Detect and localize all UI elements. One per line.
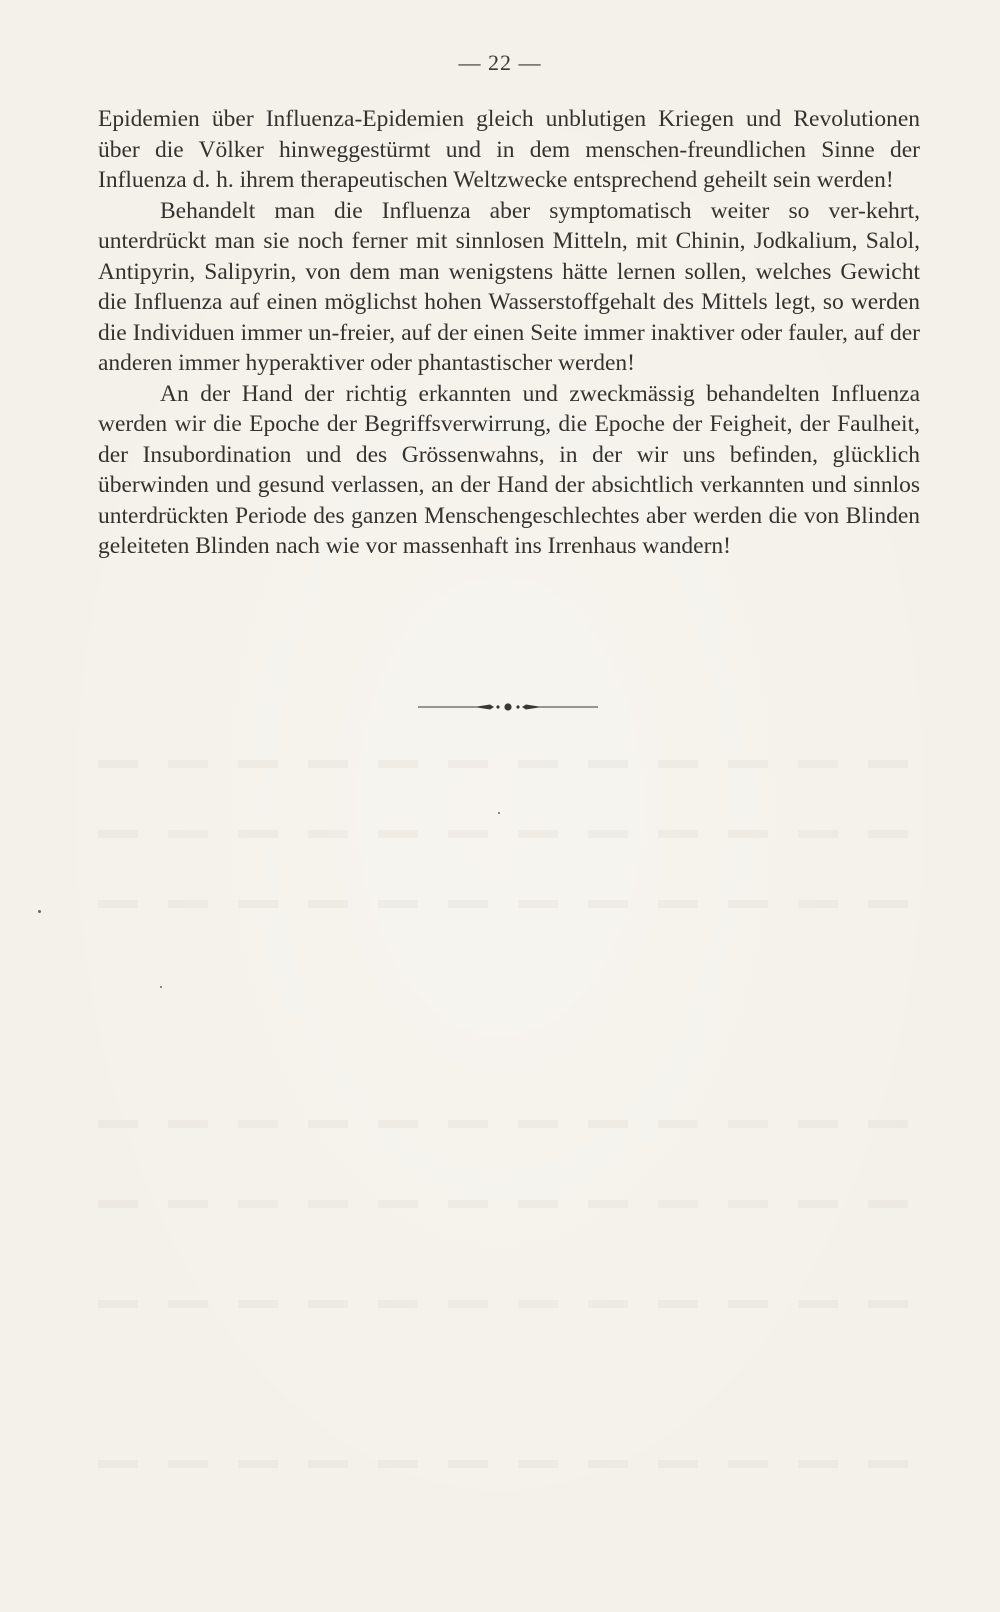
show-through-texture	[98, 760, 920, 768]
paragraph-1: Epidemien über Influenza-Epidemien gleich unblutigen Kriegen und Revolutionen über die Völker hinweggestürmt und in dem menschen-freundlichen Sinne der Influenza d. h. ihrem therapeutischen Weltzwecke entsprechend geheilt sein werden!	[98, 106, 920, 193]
show-through-texture	[98, 830, 920, 838]
show-through-texture	[98, 1300, 920, 1308]
show-through-texture	[98, 900, 920, 908]
show-through-texture	[98, 1200, 920, 1208]
paragraph-2: Behandelt man die Influenza aber symptomatisch weiter so ver-kehrt, unterdrückt man sie noch ferner mit sinnlosen Mitteln, mit Chinin, Jodkalium, Salol, Antipyrin, Salipyrin, von dem man wenigstens hätte lernen sollen, welches Gewicht die Influenza auf einen möglichst hohen Wasserstoffgehalt des Mittels legt, so werden die Individuen immer un-freier, auf der einen Seite immer inaktiver oder fauler, auf der anderen immer hyperaktiver oder phantastischer werden!	[98, 197, 920, 376]
paper-speck	[38, 910, 41, 913]
body-text	[98, 104, 920, 562]
paper-speck	[498, 812, 500, 814]
show-through-texture	[98, 1460, 920, 1468]
paper-speck	[160, 986, 162, 988]
paragraph-3: An der Hand der richtig erkannten und zweckmässig behandelten Influenza werden wir die Epoche der Begriffsverwirrung, die Epoche der Feigheit, der Faulheit, der Insubordination und des Grössenwahns, in der wir uns befinden, glücklich überwinden und gesund verlassen, an der Hand der absichtlich verkannten und sinnlos unterdrückten Periode des ganzen Menschengeschlechtes aber werden die von Blinden geleiteten Blinden nach wie vor massenhaft ins Irrenhaus wandern!	[98, 380, 920, 559]
page-number: — 22 —	[458, 50, 542, 75]
section-end-ornament	[418, 700, 598, 714]
show-through-texture	[98, 1120, 920, 1128]
